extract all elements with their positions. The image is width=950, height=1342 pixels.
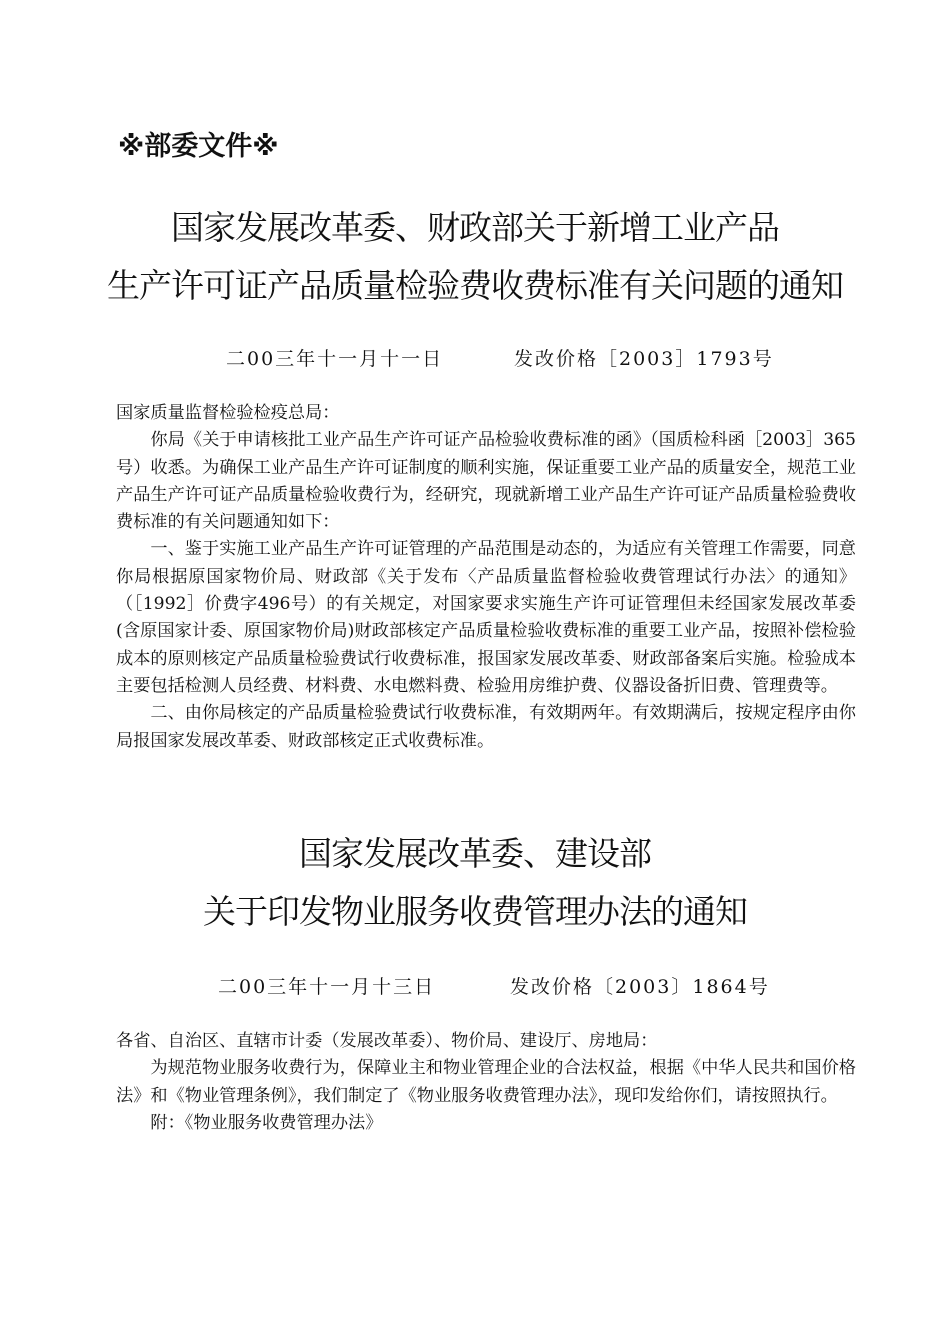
doc1-paragraph-2: 一、鉴于实施工业产品生产许可证管理的产品范围是动态的，为适应有关管理工作需要，同意你局根据原国家物价局、财政部《关于发布〈产品质量监督检验收费管理试行办法〉的通知》（［1992］价费字496号）的有关规定，对国家要求实施生产许可证管理但未经国家发展改革委(含原国家计委、原国家物价局)财政部核定产品质量检验收费标准的重要工业产品，按照补偿检验成本的原则核定产品质量检验费试行收费标准，报国家发展改革委、财政部备案后实施。检验成本主要包括检测人员经费、材料费、水电燃料费、检验用房维护费、仪器设备折旧费、管理费等。 (116, 539, 856, 696)
doc1-doc-number: 发改价格［2003］1793号 (514, 348, 774, 370)
section-tag: ※部委文件※ (118, 131, 279, 162)
doc2-date: 二00三年十一月十三日 (218, 976, 436, 998)
doc2-title-line-2: 关于印发物业服务收费管理办法的通知 (203, 892, 747, 931)
doc1-paragraph-1: 你局《关于申请核批工业产品生产许可证产品检验收费标准的函》（国质检科函［2003］365号）收悉。为确保工业产品生产许可证制度的顺利实施，保证重要工业产品的质量安全，规范工业产品生产许可证产品质量检验收费行为，经研究，现就新增工业产品生产许可证产品质量检验费收费标准的有关问题通知如下： (116, 430, 856, 533)
doc2-addressee: 各省、自治区、直辖市计委（发展改革委）、物价局、建设厅、房地局： (116, 1031, 658, 1051)
doc2-title-line-1: 国家发展改革委、建设部 (299, 834, 651, 873)
doc1-title (0, 199, 950, 315)
doc2-doc-number: 发改价格〔2003〕1864号 (510, 976, 770, 998)
doc2-body (116, 1028, 856, 1137)
doc1-title-line-2: 生产许可证产品质量检验费收费标准有关问题的通知 (107, 266, 843, 305)
doc1-title-line-1: 国家发展改革委、财政部关于新增工业产品 (171, 208, 779, 247)
doc2-title (0, 825, 950, 941)
doc2-attachment: 附：《物业服务收费管理办法》 (150, 1112, 383, 1133)
doc1-paragraph-3: 二、由你局核定的产品质量检验费试行收费标准，有效期两年。有效期满后，按规定程序由你局报国家发展改革委、财政部核定正式收费标准。 (116, 703, 856, 751)
doc1-addressee: 国家质量监督检验检疫总局： (116, 403, 340, 423)
doc1-body (116, 400, 856, 755)
doc1-date: 二00三年十一月十一日 (226, 348, 444, 370)
doc2-paragraph-1: 为规范物业服务收费行为，保障业主和物业管理企业的合法权益，根据《中华人民共和国价格法》和《物业管理条例》，我们制定了《物业服务收费管理办法》，现印发给你们，请按照执行。 (116, 1058, 856, 1106)
